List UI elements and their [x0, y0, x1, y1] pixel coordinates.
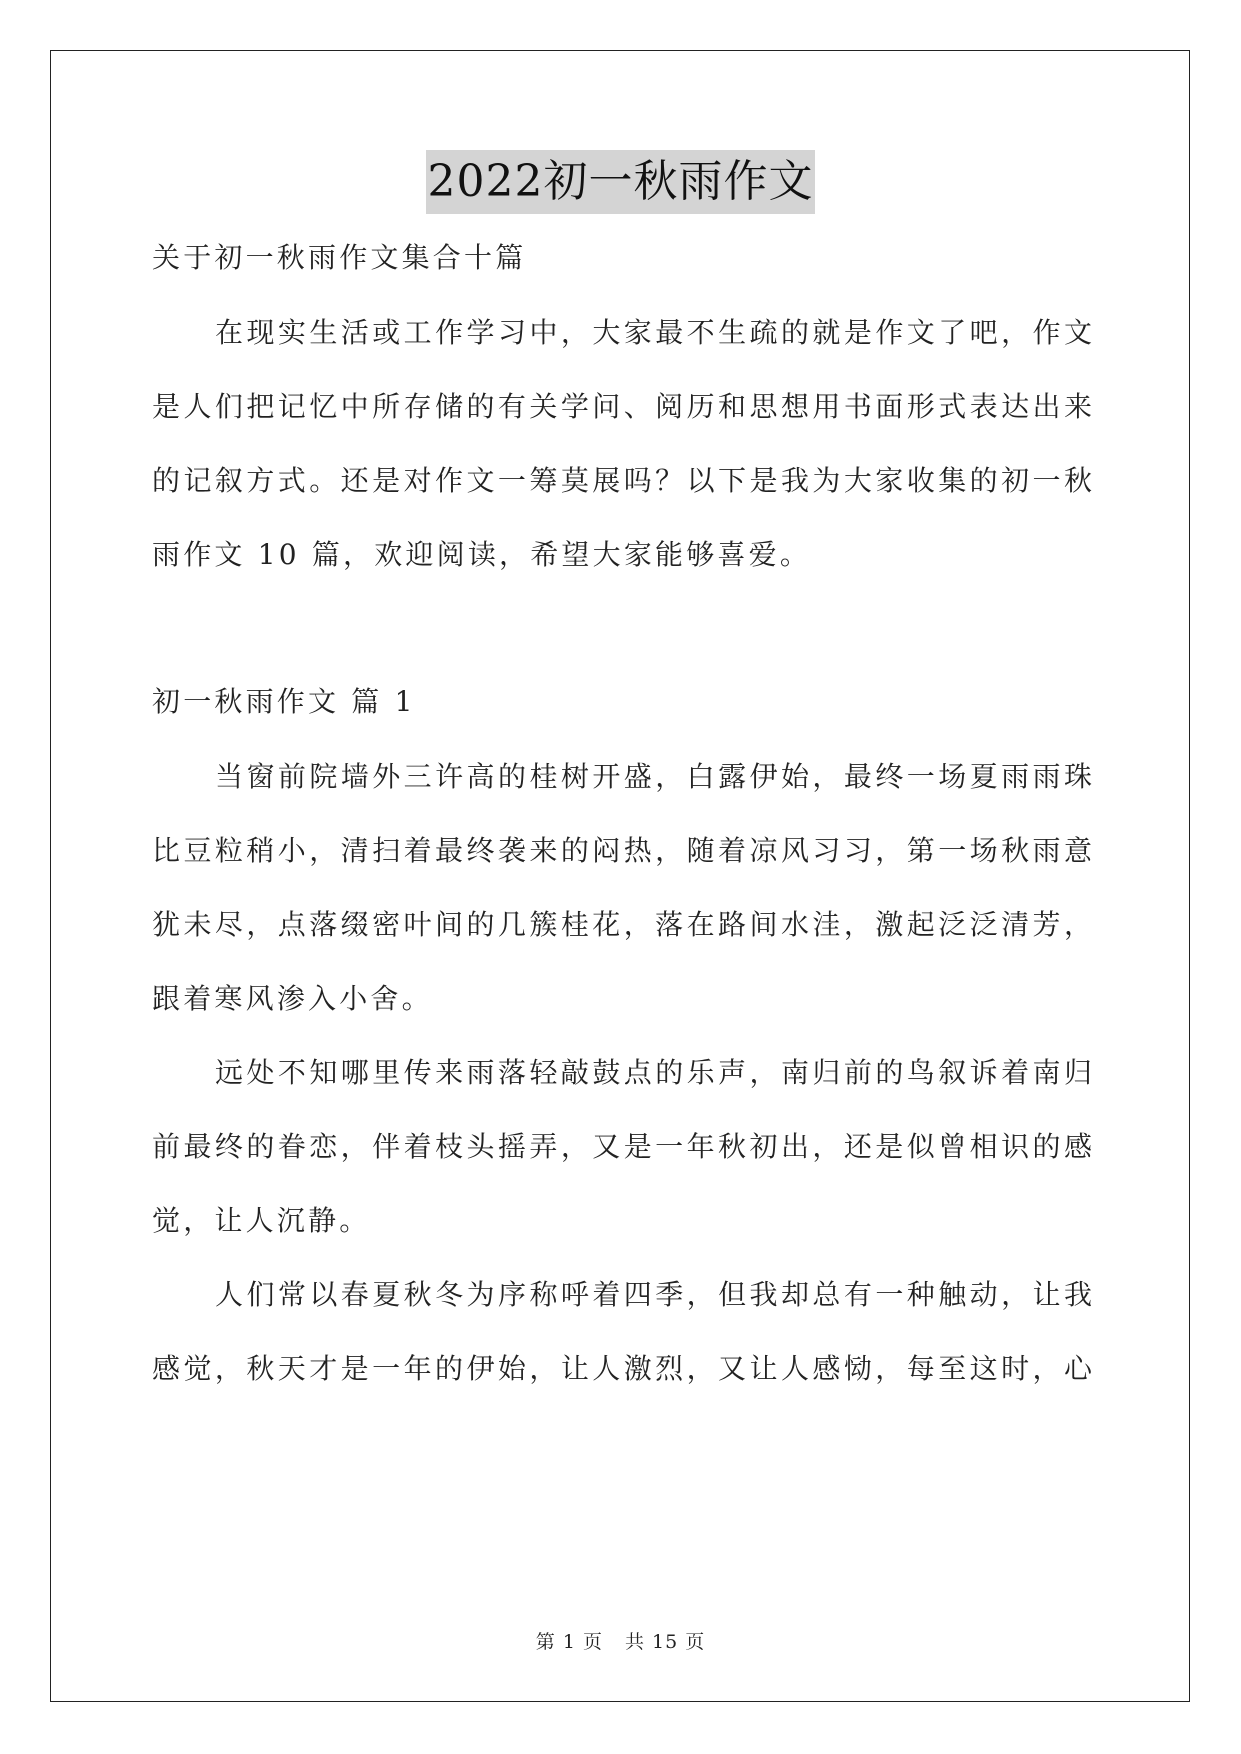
paragraph-line: 觉，让人沉静。: [152, 1204, 371, 1237]
document-title: 2022初一秋雨作文: [426, 150, 816, 214]
paragraph-line: 跟着寒风渗入小舍。: [152, 982, 433, 1015]
paragraph-line: 远处不知哪里传来雨落轻敲鼓点的乐声，南归前的鸟叙诉着南归: [215, 1056, 1092, 1089]
page-footer: [0, 1627, 1241, 1654]
intro-line: 是人们把记忆中所存储的有关学问、阅历和思想用书面形式表达出来: [152, 390, 1092, 423]
paragraph-line: 当窗前院墙外三许高的桂树开盛，白露伊始，最终一场夏雨雨珠: [215, 760, 1092, 793]
intro-line: 在现实生活或工作学习中，大家最不生疏的就是作文了吧，作文: [215, 316, 1092, 349]
paragraph-line: 人们常以春夏秋冬为序称呼着四季，但我却总有一种触动，让我: [215, 1278, 1092, 1311]
title-container: [0, 150, 1241, 214]
intro-line: 雨作文 10 篇，欢迎阅读，希望大家能够喜爱。: [152, 538, 812, 571]
section-heading: 初一秋雨作文 篇 1: [152, 685, 416, 718]
paragraph-line: 犹未尽，点落缀密叶间的几簇桂花，落在路间水洼，激起泛泛清芳，: [152, 908, 1092, 941]
page-number: 第 1 页: [535, 1631, 603, 1653]
page-border: [50, 50, 1190, 1702]
page-total: 共 15 页: [624, 1631, 706, 1653]
paragraph-line: 比豆粒稍小，清扫着最终袭来的闷热，随着凉风习习，第一场秋雨意: [152, 834, 1092, 867]
intro-line: 的记叙方式。还是对作文一筹莫展吗？以下是我为大家收集的初一秋: [152, 464, 1092, 497]
paragraph-line: 前最终的眷恋，伴着枝头摇弄，又是一年秋初出，还是似曾相识的感: [152, 1130, 1092, 1163]
document-subtitle: 关于初一秋雨作文集合十篇: [152, 241, 527, 274]
paragraph-line: 感觉，秋天才是一年的伊始，让人激烈，又让人感恸，每至这时，心: [152, 1352, 1092, 1385]
